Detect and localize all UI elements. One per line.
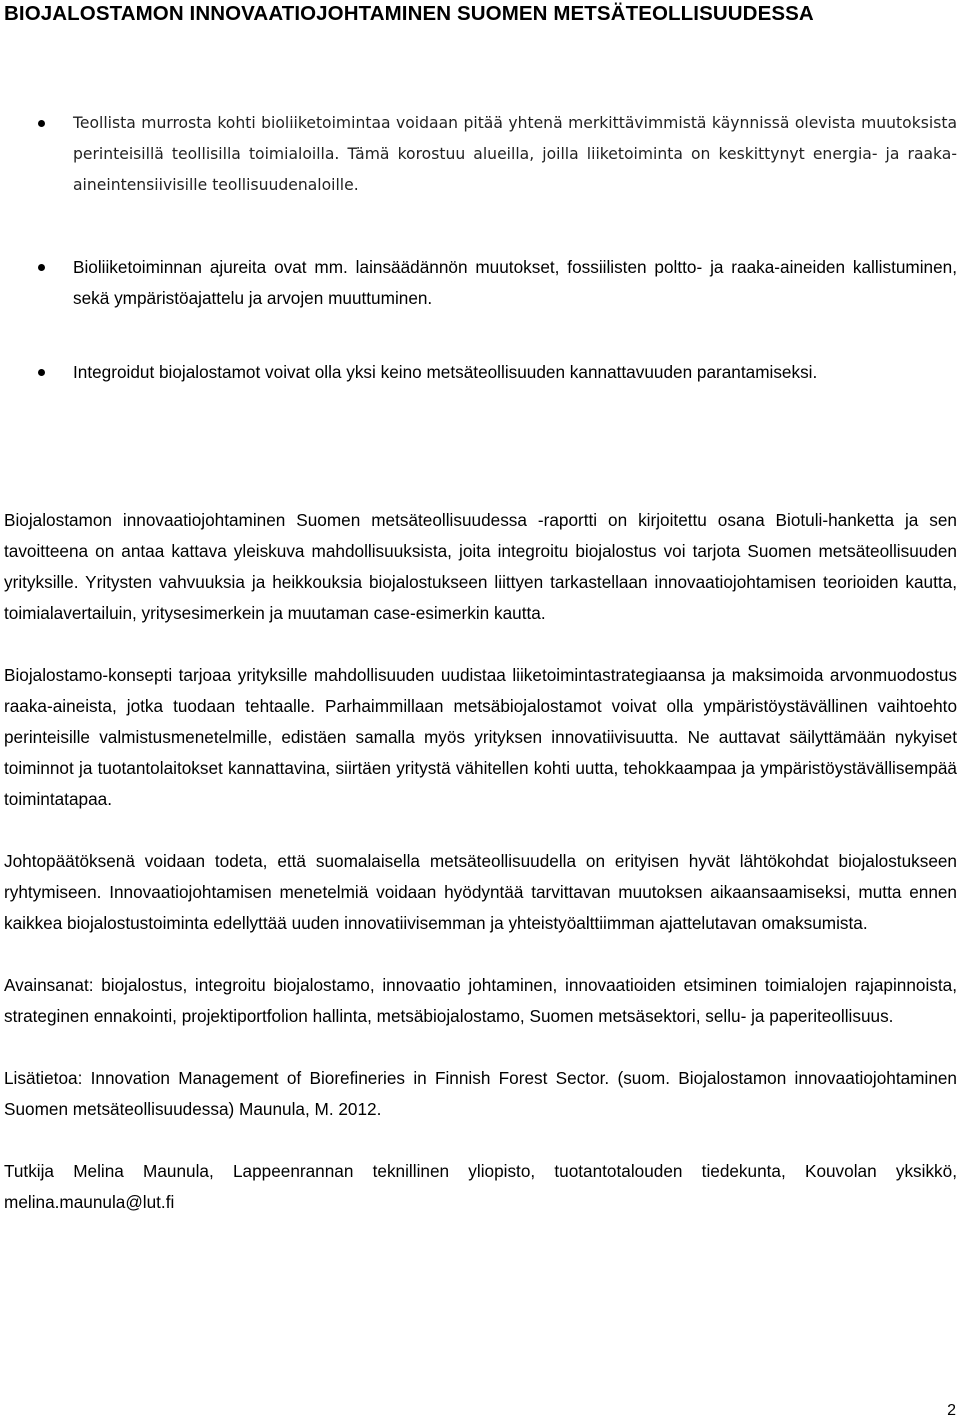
page-number: 2 bbox=[947, 1402, 956, 1419]
bullet-text: Integroidut biojalostamot voivat olla yksi keino metsäteollisuuden kannattavuuden parantamiseksi. bbox=[73, 362, 818, 382]
paragraph-author-contact: Tutkija Melina Maunula, Lappeenrannan teknillinen yliopisto, tuotantotalouden tiedekunta, Kouvolan yksikkö, melina.maunula@lut.fi bbox=[4, 1161, 957, 1212]
bullet-text: Teollista murrosta kohti bioliiketoimintaa voidaan pitää yhtenä merkittävimmistä käynnissä olevista muutoksista perinteisillä teollisilla toimialoilla. Tämä korostuu alueilla, joilla liiketoiminta on keskittynyt energia- ja raaka-aineintensiivisille teollisuudenaloille. bbox=[73, 114, 957, 194]
paragraph-concept: Biojalostamo-konsepti tarjoaa yrityksille mahdollisuuden uudistaa liiketoimintastrategiaansa ja maksimoida arvonmuodostus raaka-aineista, jotka tuodaan tehtaalle. Parhaimmillaan metsäbiojalostamot voivat olla ympäristöystävällinen vaihtoehto perinteisille valmistusmenetelmille, edistäen samalla myös yrityksen innovatiivisuutta. Ne auttavat säilyttämään nykyiset toiminnot ja tuotantolaitokset kannattavina, siirtäen yritystä vähitellen kohti uutta, tehokkaampaa ja ympäristöystävällisempää toimintatapaa. bbox=[4, 665, 957, 809]
paragraph-keywords: Avainsanat: biojalostus, integroitu biojalostamo, innovaatio johtaminen, innovaatioiden etsiminen toimialojen rajapinnoista, strateginen ennakointi, projektiportfolion hallinta, metsäbiojalostamo, Suomen metsäsektori, sellu- ja paperiteollisuus. bbox=[4, 975, 957, 1026]
bullet-text: Bioliiketoiminnan ajureita ovat mm. lainsäädännön muutokset, fossiilisten poltto- ja raaka-aineiden kallistuminen, sekä ympäristöajattelu ja arvojen muuttuminen. bbox=[73, 257, 957, 308]
document-title: BIOJALOSTAMON INNOVAATIOJOHTAMINEN SUOMEN METSÄTEOLLISUUDESSA bbox=[4, 2, 814, 25]
bullet-list bbox=[0, 108, 960, 388]
bullet-item bbox=[0, 108, 960, 201]
bullet-item bbox=[0, 252, 960, 314]
bullet-item bbox=[0, 357, 960, 388]
paragraph-report-intro: Biojalostamon innovaatiojohtaminen Suomen metsäteollisuudessa -raportti on kirjoitettu osana Biotuli-hanketta ja sen tavoitteena on antaa kattava yleiskuva mahdollisuuksista, joita integroitu biojalostus voi tarjota Suomen metsäteollisuuden yrityksille. Yritysten vahvuuksia ja heikkouksia biojalostukseen liittyen tarkastellaan innovaatiojohtamisen teorioiden kautta, toimialavertailuin, yritysesimerkein ja muutaman case-esimerkin kautta. bbox=[4, 510, 957, 623]
paragraph-more-info: Lisätietoa: Innovation Management of Biorefineries in Finnish Forest Sector. (suom. Biojalostamon innovaatiojohtaminen Suomen metsäteollisuudessa) Maunula, M. 2012. bbox=[4, 1068, 957, 1119]
bullet-icon bbox=[38, 120, 45, 127]
paragraph-conclusion: Johtopäätöksenä voidaan todeta, että suomalaisella metsäteollisuudella on erityisen hyvät lähtökohdat biojalostukseen ryhtymiseen. Innovaatiojohtamisen menetelmiä voidaan hyödyntää tarvittavan muutoksen aikaansaamiseksi, mutta ennen kaikkea biojalostustoiminta edellyttää uuden innovatiivisemman ja yhteistyöalttiimman ajattelutavan omaksumista. bbox=[4, 851, 957, 933]
bullet-icon bbox=[38, 369, 45, 376]
document-body bbox=[4, 505, 957, 1218]
bullet-icon bbox=[38, 264, 45, 271]
